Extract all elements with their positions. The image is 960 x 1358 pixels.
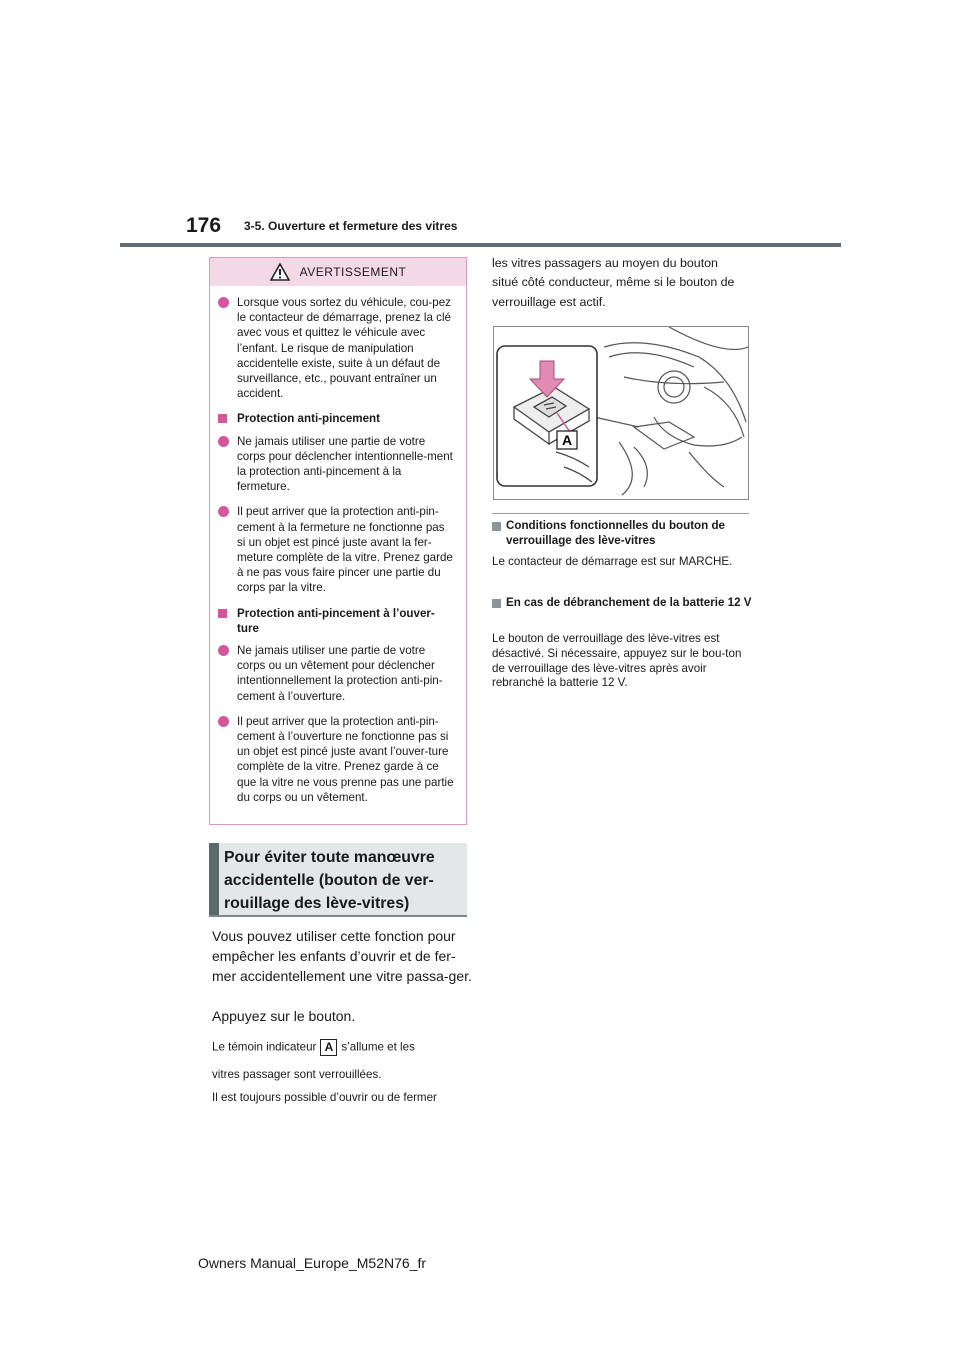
warning-bullet-text: Ne jamais utiliser une partie de votre corps pour déclencher intentionnelle-ment la protection anti-pincement à la fermeture.	[237, 434, 453, 494]
instruction-paragraph: Appuyez sur le bouton.	[212, 1008, 356, 1024]
warning-bullet	[218, 714, 454, 805]
warning-header	[210, 258, 466, 286]
bullet-dot-icon	[218, 645, 229, 656]
warning-bullet	[218, 504, 454, 595]
warning-bullet-text: Ne jamais utiliser une partie de votre corps ou un vêtement pour déclencher intentionnellement la protection anti-pin-cement à l’ouverture.	[237, 644, 443, 703]
warning-bullet-text: Lorsque vous sortez du véhicule, cou-pez le contacteur de démarrage, prenez la clé avec vous et quittez le véhicule avec l’enfant. Le risque de manipulation accidentelle existe, suite à un défaut de surveillance, etc., pouvant entraîner un accident.	[237, 296, 451, 401]
bullet-dot-icon	[218, 297, 229, 308]
subhead-conditions	[492, 519, 754, 549]
warning-body	[210, 286, 466, 805]
continued-text-line: verrouillage est actif.	[492, 295, 606, 309]
indicator-note-line2: vitres passager sont verrouillées.	[212, 1068, 382, 1081]
warning-title: AVERTISSEMENT	[299, 265, 407, 279]
conditions-text: Le contacteur de démarrage est sur MARCHE.	[492, 555, 733, 568]
square-bullet-icon	[218, 609, 227, 618]
heading-accent-bar	[209, 843, 219, 915]
lock-switch-illustration	[493, 326, 749, 500]
label-a-box: A	[320, 1039, 337, 1056]
warning-bullet	[218, 434, 454, 495]
warning-bullet-text: Il peut arriver que la protection anti-pin-cement à l’ouverture ne fonctionne pas si un objet est pincé juste avant l’ouver-ture complète de la vitre. Prenez garde à ce que la vitre ne vous prenne pas une partie du corps ou un vêtement.	[237, 714, 454, 804]
footer-text: Owners Manual_Europe_M52N76_fr	[198, 1255, 427, 1271]
figure-label-a: A	[561, 432, 573, 448]
indicator-note-line3: Il est toujours possible d’ouvrir ou de fermer	[212, 1091, 437, 1104]
warning-icon	[270, 263, 290, 281]
section-title: 3-5. Ouverture et fermeture des vitres	[244, 219, 458, 233]
warning-subhead-text: Protection anti-pincement	[237, 412, 381, 426]
square-bullet-icon	[492, 599, 501, 608]
warning-bullet	[218, 643, 454, 704]
continued-text-line: situé côté conducteur, même si le bouton de	[492, 275, 735, 289]
continued-text-line: les vitres passagers au moyen du bouton	[492, 256, 718, 270]
warning-box	[209, 257, 467, 825]
indicator-note-end: s’allume et les	[341, 1040, 415, 1054]
warning-subhead	[218, 606, 454, 636]
section-heading	[209, 843, 467, 917]
warning-bullet-text: Il peut arriver que la protection anti-pin-cement à la fermeture ne fonctionne pas si un objet est pincé juste avant la fer-meture complète de la vitre. Prenez garde à ne pas vous faire pincer une partie du corps par la vitre.	[237, 505, 453, 595]
square-bullet-icon	[492, 522, 501, 531]
indicator-note	[212, 1039, 415, 1056]
heading-line: Pour éviter toute manœuvre	[224, 849, 435, 866]
bullet-dot-icon	[218, 716, 229, 727]
section-heading-text	[224, 846, 435, 915]
warning-bullet	[218, 295, 454, 401]
intro-paragraph: Vous pouvez utiliser cette fonction pour empêcher les enfants d’ouvrir et de fer-mer accidentellement une vitre passa-ger.	[212, 928, 472, 984]
subhead-text: Conditions fonctionnelles du bouton de verrouillage des lève-vitres	[506, 519, 725, 547]
door-panel-drawing	[494, 327, 748, 499]
page-number: 176	[186, 214, 222, 237]
divider	[492, 513, 749, 514]
battery-text: Le bouton de verrouillage des lève-vitres est désactivé. Si nécessaire, appuyez sur le bou-ton de verrouillage des lève-vitres après avoir rebranché la batterie 12 V.	[492, 632, 742, 690]
header-rule	[120, 243, 841, 247]
subhead-battery	[492, 596, 754, 611]
subhead-text: En cas de débranchement de la batterie 12 V	[506, 596, 752, 609]
heading-line: accidentelle (bouton de ver-	[224, 872, 434, 889]
indicator-note-start: Le témoin indicateur	[212, 1040, 317, 1054]
warning-subhead-text: Protection anti-pincement à l’ouver-ture	[237, 606, 435, 635]
heading-line: rouillage des lève-vitres)	[224, 895, 410, 912]
bullet-dot-icon	[218, 506, 229, 517]
bullet-dot-icon	[218, 436, 229, 447]
warning-subhead	[218, 411, 454, 426]
square-bullet-icon	[218, 414, 227, 423]
